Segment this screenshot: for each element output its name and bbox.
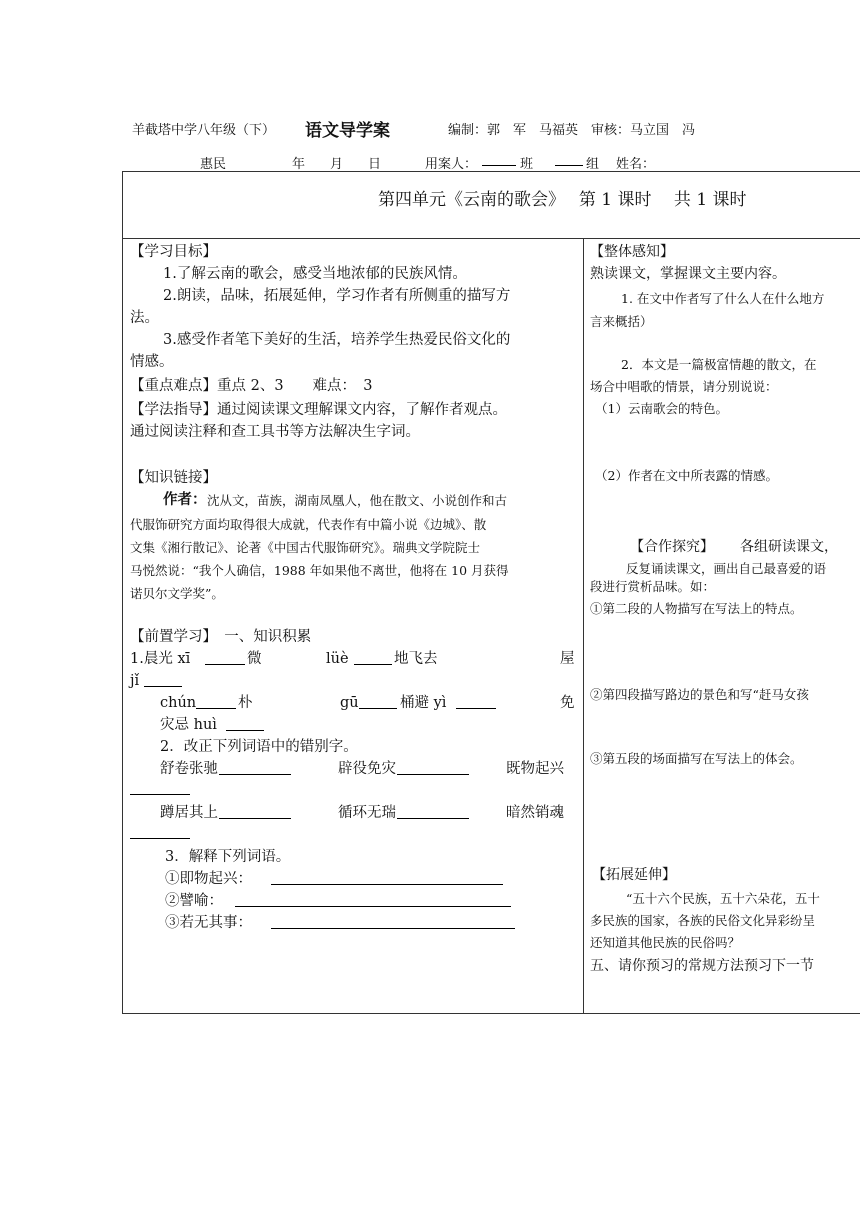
coop-task: 各组研读课文， (740, 539, 838, 555)
question-1: 1. 在文中作者写了什么人在什么地方 (621, 291, 825, 306)
extend-text-2: 多民族的国家，各族的民俗文化异彩纷呈 (590, 913, 816, 928)
pinyin-3-blank[interactable] (144, 670, 182, 689)
pinyin-4: chún (160, 695, 197, 711)
month-label: 月 (330, 157, 344, 172)
extend-text-1: “五十六个民族，五十六朵花，五十 (626, 891, 820, 906)
term-2: ②譬喻： (165, 893, 223, 909)
pinyin-7-blank[interactable] (226, 714, 264, 733)
coop-question-2: ②第四段描写路边的景色和写“赶马女孩 (590, 687, 809, 702)
goal-3: 3.感受作者笔下美好的生活，培养学生热爱民俗文化的 (163, 332, 511, 348)
author-text-3: 文集《湘行散记》、论著《中国古代服饰研究》。瑞典文学院院士 (130, 540, 481, 555)
goal-1: 1.了解云南的歌会，感受当地浓郁的民族风情。 (163, 266, 467, 282)
extend-text-3: 还知道其他民族的民俗吗？ (590, 935, 741, 950)
wrong-word-4-blank[interactable] (219, 802, 291, 821)
wrong-word-6-blank[interactable] (130, 822, 190, 841)
pinyin-6-blank[interactable] (456, 692, 496, 711)
wrong-word-1: 舒卷张驰 (160, 761, 218, 777)
term-2-blank[interactable] (235, 890, 511, 909)
extend-heading: 【拓展延伸】 (592, 867, 676, 883)
goal-2: 2.朗读，品味，拓展延伸，学习作者有所侧重的描写方 (163, 288, 511, 304)
author-text-2: 代服饰研究方面均取得很大成就，代表作有中篇小说《边城》、散 (130, 517, 487, 532)
wrong-word-5-blank[interactable] (397, 802, 469, 821)
explain-heading: 3．解释下列词语。 (165, 849, 291, 865)
doc-title: 语文导学案 (305, 121, 390, 141)
school-label: 羊截塔中学八年级（下） (132, 123, 276, 138)
question-2: 2．本文是一篇极富情趣的散文，在 (621, 357, 817, 372)
term-3: ③若无其事： (165, 915, 252, 931)
wrong-word-2: 辟役免灾 (338, 761, 396, 777)
pinyin-1: 1.晨光 xī (130, 651, 191, 667)
wrong-word-3-blank[interactable] (130, 778, 190, 797)
class-label: 班 (520, 157, 534, 172)
preview-task: 五、请你预习的常规方法预习下一节 (590, 958, 814, 974)
wrong-word-6: 暗然销魂 (506, 805, 564, 821)
wrong-word-4: 蹲居其上 (160, 805, 218, 821)
author-label: 作者： (163, 491, 207, 508)
day-label: 日 (368, 157, 382, 172)
pinyin-2: lüè (326, 651, 349, 667)
pinyin-4-char: 朴 (238, 695, 253, 711)
group-blank[interactable] (555, 153, 583, 170)
name-label: 姓名： (616, 157, 656, 172)
coop-instruction-cont: 段进行赏析品味。如： (590, 579, 716, 594)
overall-heading: 【整体感知】 (590, 244, 674, 260)
author-text-4: 马悦然说：“我个人确信，1988 年如果他不离世，他将在 10 月获得 (130, 563, 509, 578)
pinyin-2-char: 地飞去 (394, 651, 438, 667)
term-3-blank[interactable] (271, 912, 515, 931)
question-2-cont: 场合中唱歌的情景，请分别说说： (590, 379, 778, 394)
correct-heading: 2．改正下列词语中的错别字。 (160, 739, 358, 755)
pinyin-3-char: 屋 (560, 651, 575, 667)
pinyin-5-blank[interactable] (359, 692, 397, 711)
pinyin-3: jǐ (130, 673, 140, 689)
user-label: 用案人： (425, 157, 478, 172)
question-2-2: （2）作者在文中所表露的情感。 (595, 468, 778, 483)
coop-instruction: 反复诵读课文，画出自己最喜爱的语 (626, 561, 827, 576)
pre-study-heading: 【前置学习】 一、知识积累 (130, 629, 312, 645)
wrong-word-1-blank[interactable] (219, 758, 291, 777)
pinyin-6-char: 免 (560, 695, 575, 711)
group-label: 组 (586, 157, 600, 172)
table-divider-vertical (583, 238, 584, 1014)
author-text-5: 诺贝尔文学奖”。 (130, 586, 224, 601)
wrong-word-5: 循环无瑞 (338, 805, 396, 821)
pinyin-1-char: 微 (247, 651, 262, 667)
coop-question-1: ①第二段的人物描写在写法上的特点。 (590, 601, 803, 616)
pinyin-5-char: 桶避 yì (400, 695, 447, 711)
overall-task: 熟读课文，掌握课文主要内容。 (590, 266, 786, 282)
goals-heading: 【学习目标】 (130, 244, 217, 260)
method-guide-cont: 通过阅读注释和查工具书等方法解决生字词。 (130, 424, 420, 440)
year-label: 年 (292, 157, 306, 172)
class-blank[interactable] (482, 153, 516, 170)
key-points: 【重点难点】重点 2、3 难点： 3 (130, 378, 373, 394)
pinyin-7: 灾忌 huì (160, 717, 217, 733)
author-text-1: 沈从文，苗族，湖南凤凰人，他在散文、小说创作和古 (207, 493, 508, 508)
unit-banner: 第四单元《云南的歌会》 第 1 课时 共 1 课时 (378, 190, 747, 210)
pinyin-1-blank[interactable] (205, 648, 245, 667)
wrong-word-2-blank[interactable] (397, 758, 469, 777)
coop-heading: 【合作探究】 (630, 539, 714, 555)
question-2-1: （1）云南歌会的特色。 (595, 401, 728, 416)
goal-3-cont: 情感。 (130, 354, 174, 370)
coop-question-3: ③第五段的场面描写在写法上的体会。 (590, 751, 803, 766)
goal-2-cont: 法。 (130, 310, 159, 326)
question-1-cont: 言来概括） (590, 314, 653, 329)
term-1-blank[interactable] (271, 868, 503, 887)
editor-info-cont: 惠民 (200, 157, 227, 172)
pinyin-5: gū (340, 695, 359, 711)
wrong-word-3: 既物起兴 (506, 761, 564, 777)
editor-info: 编制：郭 军 马福英 审核：马立国 冯 (448, 123, 696, 138)
term-1: ①即物起兴： (165, 871, 252, 887)
link-heading: 【知识链接】 (130, 470, 217, 486)
pinyin-2-blank[interactable] (354, 648, 392, 667)
pinyin-4-blank[interactable] (196, 692, 236, 711)
method-guide: 【学法指导】通过阅读课文理解课文内容，了解作者观点。 (130, 402, 507, 418)
table-divider-horizontal (122, 238, 860, 239)
